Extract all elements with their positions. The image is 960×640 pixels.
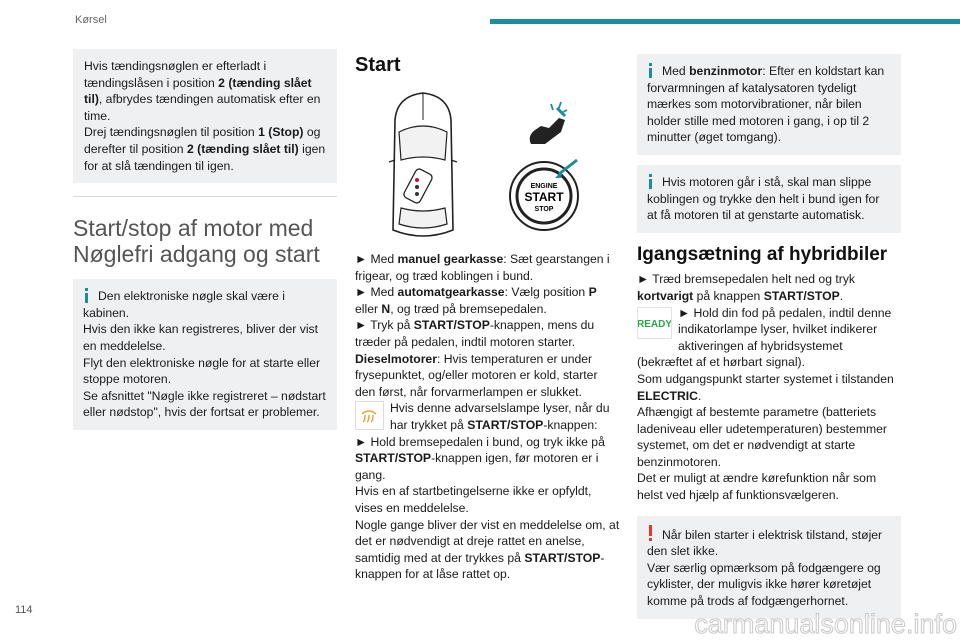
section-header: Kørsel [75,14,107,26]
paragraph: ► Tryk på START/STOP-knappen, mens du træder på pedalen, indtil motoren starter. [355,318,595,349]
middle-column [355,54,621,76]
paragraph: Dieselmotorer: Hvis temperaturen er under frysepunktet, og/eller motoren er kold, starter den først, når forvarmerlampen er slukket. [355,351,598,399]
header-accent-bar [490,19,960,24]
paragraph: Vær særlig opmærksom på fodgængere og cyklister, der muligvis ikke hører køretøjet komme på trods af fodgængerhornet. [647,560,881,609]
section-heading-keyless: Start/stop af motor med Nøglefri adgang og start [73,215,320,268]
page-number: 114 [15,604,33,616]
ready-lamp-icon [637,307,672,339]
paragraph: ► Hold bremsepedalen i bund, og tryk ikke på START/STOP-knappen igen, før motoren er i gang. [355,434,605,482]
ready-row [637,305,901,371]
watermark [555,607,960,640]
right-column [637,54,901,619]
engine-start-stop-icon [510,160,578,230]
warning-icon [647,525,654,542]
paragraph: Afhængigt af bestemte parametre (batteriets ladeniveau eller udetemperaturen) bestemmer systemet, om det er nødvendigt at starte benzinmotoren. [637,405,887,469]
ready-text: ► Hold din fod på pedalen, indtil denne indikatorlampe lyser, hvilket indikerer aktiveringen af hybridsystemet (bekræftet af et hørbart signal). [637,305,892,370]
paragraph: Hvis tændingsnøglen er efterladt i tændingslåsen i position 2 (tænding slået til), afbrydes tændingen automatisk efter en time. [84,59,321,123]
info-icon [647,174,654,188]
paragraph: Den elektroniske nøgle skal være i kabinen. [83,289,285,320]
finger-press-icon [530,102,567,144]
paragraph: Hvis en af startbetingelserne ikke er opfyldt, vises en meddelelse. [355,484,592,515]
paragraph: Nogle gange bliver der vist en meddelelse om, at det er nødvendigt at dreje rattet en anelse, samtidig med at der trykkes på START/STOP-knappen for at låse rattet op. [355,517,620,582]
svg-text:ENGINE: ENGINE [530,183,558,190]
paragraph: Med benzinmotor: Efter en koldstart kan forvarmningen af katalysatoren tydeligt mærkes som motorvibrationer, når bilen holder stille med motoren i gang, i op til 2 minutter (øget tomgang). [647,64,885,145]
paragraph: Se afsnittet "Nøgle ikke registreret – nødstart eller nødstop", hvis der fortsat er problemer. [83,388,326,420]
divider [73,196,337,197]
hybrid-heading: Igangsætning af hybridbiler [637,243,888,265]
info-icon [83,288,90,302]
ignition-text [84,58,327,174]
paragraph: ► Med manuel gearkasse: Sæt gearstangen i frigear, og træd koblingen i bund. [355,252,610,283]
paragraph: Det er muligt at ændre kørefunktion når som helst ved hjælp af funktionsvælgeren. [637,471,877,503]
start-heading: Start [355,54,401,76]
svg-text:START: START [524,190,564,204]
info-icon [647,63,654,77]
left-column [73,49,337,430]
electronic-key-text [83,288,327,421]
start-figure [383,90,593,242]
hybrid-details [637,371,901,504]
start-instructions-2 [355,434,621,583]
car-icon [389,93,457,236]
paragraph: Hvis motoren går i stå, skal man slippe koblingen og trykke den helt i bund igen for at få motoren til at genstarte automatisk. [647,174,880,223]
info-box-electronic-key [73,279,337,430]
middle-text [355,251,621,583]
paragraph: Drej tændingsnøglen til position 1 (Stop) og derefter til position 2 (tænding slået til) igen for at slå tændingen til igen. [84,125,326,173]
warning-lamp-row [355,400,621,433]
hybrid-step-1: ► Træd bremsepedalen helt ned og tryk kortvarigt på knappen START/STOP. [637,272,856,303]
svg-text:carmanualsonline.info: carmanualsonline.info [694,609,957,639]
warning-lamp-text: Hvis denne advarselslampe lyser, når du har trykket på START/STOP-knappen: [390,401,610,432]
paragraph: Når bilen starter i elektrisk tilstand, støjer den slet ikke. [647,525,891,560]
info-box-petrol [637,54,901,155]
info-box-stall [637,165,901,233]
paragraph: Hvis den ikke kan registreres, bliver der vist en meddelelse. [83,322,319,353]
paragraph: Som udgangspunkt starter systemet i tilstanden ELECTRIC. [637,371,894,403]
paragraph: ► Med automatgearkasse: Vælg position P eller N, og træd på bremsepedalen. [355,285,597,316]
info-box-ignition [73,49,337,183]
preheat-lamp-icon [355,401,384,430]
svg-text:READY: READY [638,318,671,330]
svg-text:STOP: STOP [534,206,554,213]
paragraph: Flyt den elektroniske nøgle for at starte eller stoppe motoren. [83,355,321,387]
warning-box-pedestrians [637,516,901,619]
start-instructions [355,251,621,400]
